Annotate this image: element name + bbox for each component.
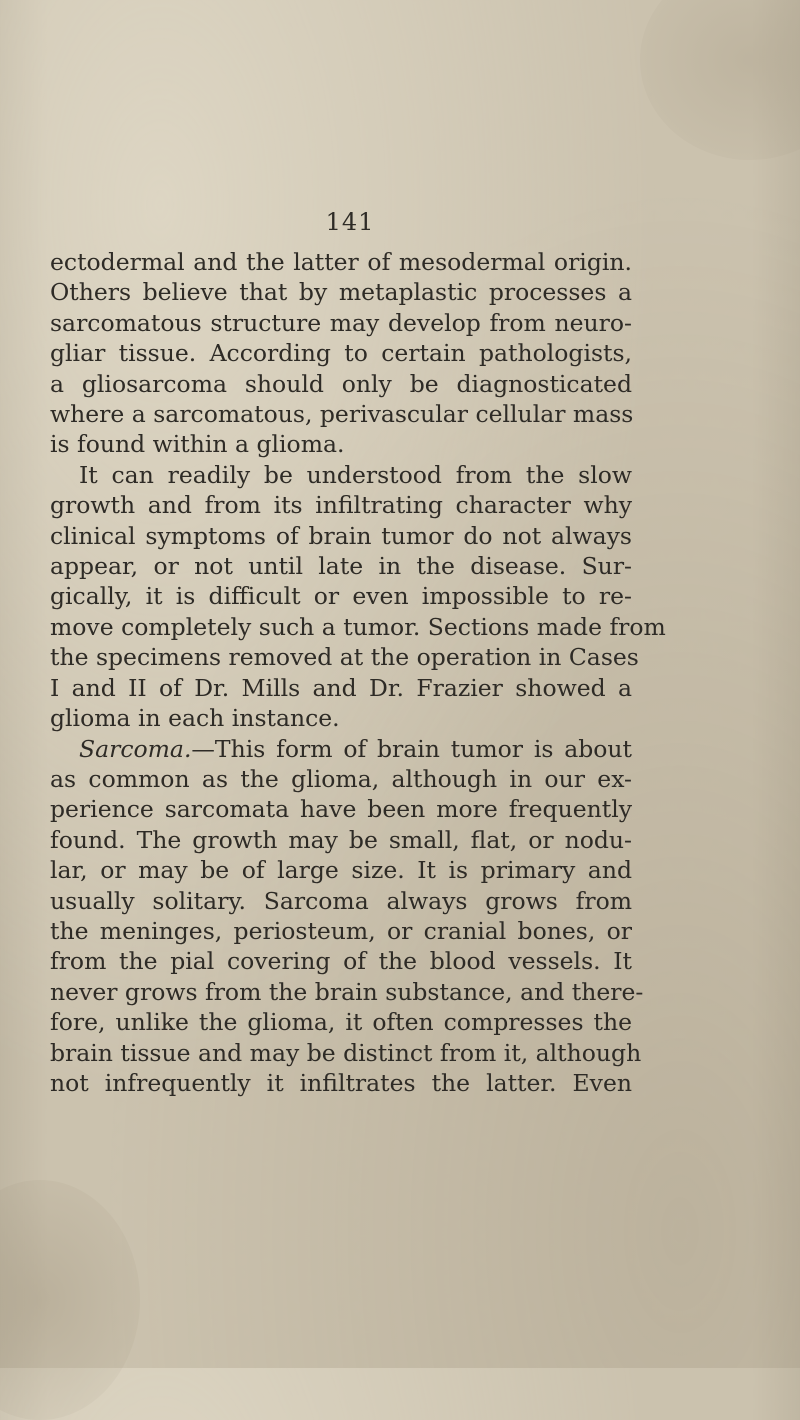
paragraph [50, 247, 632, 460]
text-line: glioma in each instance. [50, 704, 340, 733]
text-line: a gliosarcoma should only be diagnosticated [50, 369, 632, 398]
text-line: appear, or not until late in the disease. Sur- [50, 552, 632, 581]
paragraph [50, 460, 666, 734]
text-line: gliar tissue. According to certain pathologists, [50, 339, 632, 368]
text-line: brain tissue and may be distinct from it, although [50, 1038, 642, 1067]
text-line: the specimens removed at the operation in Cases [50, 643, 639, 672]
text-line: growth and from its infiltrating character why [50, 491, 632, 520]
text-fragment: —This form of brain tumor is about [191, 734, 632, 763]
text-line: usually solitary. Sarcoma always grows from [50, 886, 632, 915]
text-line: as common as the glioma, although in our ex- [50, 764, 632, 793]
paper-stain [0, 1180, 140, 1420]
paper-stain [640, 0, 800, 160]
text-line [50, 734, 632, 764]
text-line: Others believe that by metaplastic processes a [50, 278, 632, 307]
text-line: the meninges, periosteum, or cranial bones, or [50, 916, 632, 945]
text-line: move completely such a tumor. Sections made from [50, 612, 666, 641]
page-number: 141 [325, 208, 375, 236]
text-line: fore, unlike the glioma, it often compresses the [50, 1008, 632, 1037]
text-line: found. The growth may be small, flat, or nodu- [50, 825, 632, 854]
text-line: never grows from the brain substance, and there- [50, 977, 644, 1006]
paragraph [50, 734, 644, 1099]
text-line: lar, or may be of large size. It is primary and [50, 856, 632, 885]
text-line: clinical symptoms of brain tumor do not always [50, 521, 632, 550]
text-line: is found within a glioma. [50, 430, 345, 459]
body-text [50, 247, 666, 1098]
text-line: not infrequently it infiltrates the latter. Even [50, 1068, 632, 1097]
text-line: sarcomatous structure may develop from neuro- [50, 308, 632, 337]
text-line: ectodermal and the latter of mesodermal origin. [50, 248, 632, 276]
text-line: perience sarcomata have been more frequently [50, 795, 632, 824]
text-line: I and II of Dr. Mills and Dr. Frazier showed a [50, 673, 632, 702]
text-line: where a sarcomatous, perivascular cellular mass [50, 400, 634, 429]
text-line: from the pial covering of the blood vessels. It [50, 947, 632, 976]
text-line: gically, it is difficult or even impossible to re- [50, 582, 632, 611]
section-heading: Sarcoma. [79, 734, 192, 763]
text-line: It can readily be understood from the slow [79, 460, 632, 489]
